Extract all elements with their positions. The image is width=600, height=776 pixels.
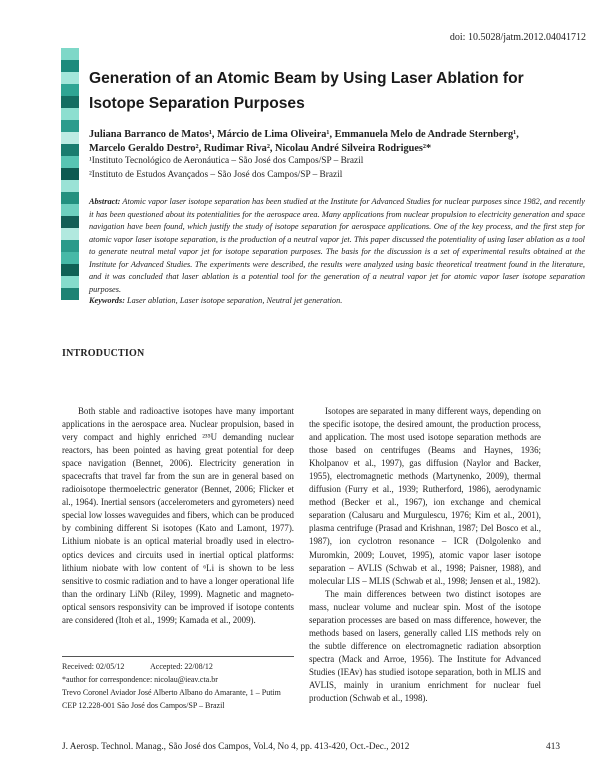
affiliation-1: ¹Instituto Tecnológico de Aeronáutica – São José dos Campos/SP – Brazil	[89, 156, 364, 166]
keywords-label: Keywords:	[89, 296, 125, 305]
stripe-segment	[61, 132, 79, 144]
authors-line: Juliana Barranco de Matos¹, Márcio de Lima Oliveira¹, Emmanuela Melo de Andrade Sternberg¹,	[89, 129, 519, 140]
stripe-segment	[61, 252, 79, 264]
stripe-segment	[61, 108, 79, 120]
stripe-segment	[61, 288, 79, 300]
stripe-segment	[61, 60, 79, 72]
address-line: Trevo Coronel Aviador José Alberto Albano do Amarante, 1 – Putim	[62, 688, 281, 697]
journal-citation: J. Aerosp. Technol. Manag., São José dos Campos, Vol.4, No 4, pp. 413-420, Oct.-Dec., 2012	[62, 742, 410, 752]
stripe-segment	[61, 276, 79, 288]
stripe-segment	[61, 240, 79, 252]
stripe-segment	[61, 144, 79, 156]
authors-line: Marcelo Geraldo Destro², Rudimar Riva², Nicolau André Silveira Rodrigues²*	[89, 142, 432, 154]
stripe-segment	[61, 72, 79, 84]
page-number: 413	[546, 742, 560, 752]
abstract	[89, 196, 585, 296]
footnote-divider	[62, 656, 294, 657]
left-column	[62, 405, 294, 627]
stripe-segment	[61, 192, 79, 204]
stripe-segment	[61, 264, 79, 276]
correspondence[interactable]: *author for correspondence: nicolau@ieav.cta.br	[62, 675, 218, 684]
stripe-segment	[61, 120, 79, 132]
stripe-segment	[61, 204, 79, 216]
keywords-text: Laser ablation, Laser isotope separation, Neutral jet generation.	[127, 296, 343, 305]
doi[interactable]: doi: 10.5028/jatm.2012.04041712	[449, 32, 586, 43]
stripe-segment	[61, 180, 79, 192]
right-column	[309, 405, 541, 705]
affiliation-2: ²Instituto de Estudos Avançados – São José dos Campos/SP – Brazil	[89, 170, 343, 180]
decorative-stripe	[61, 48, 79, 300]
accepted-date: Accepted: 22/08/12	[150, 662, 213, 671]
stripe-segment	[61, 96, 79, 108]
abstract-text: Atomic vapor laser isotope separation has been studied at the Institute for Advanced Studies for nuclear purposes since 1982, and recently it has been questioned about its potentialities for the aerospace area. Many applications from nuclear propulsion to electricity generation and space navigation have been found, which justify the study of isotope separation for aerospace applications. One of the key process, and the first step for atomic vapor laser isotope separation, is the production of a neutral vapor jet. This paper discussed the potentiality of using laser ablation as a tool to generate neutral metal vapor jet for isotope separation purposes. The basis for the discussion is a set of experimental results obtained at the Institute for Advanced Studies. The experiments were described, the results were analyzed using basic theoretical treatment found in the literature, and it was concluded that laser ablation is a potential tool for the generation of a neutral vapor jet for atomic vapor laser isotope separation purposes.	[89, 197, 585, 294]
dates	[62, 660, 302, 673]
received-date: Received: 02/05/12	[62, 662, 125, 671]
stripe-segment	[61, 156, 79, 168]
stripe-segment	[61, 168, 79, 180]
stripe-segment	[61, 84, 79, 96]
stripe-segment	[61, 216, 79, 228]
keywords	[89, 296, 342, 305]
abstract-label: Abstract:	[89, 197, 121, 206]
paragraph: Both stable and radioactive isotopes have many important applications in the aerospace area. Nuclear propulsion, based in very compact and highly enriched ²³⁵U demanding nuclear reactors, has been pointed as having great potential for deep space navigation (Bennet, 2006). Electricity generation in spacecrafts that travel far from the sun are in general based on radioisotope thermoelectric generator (Bennet, 2006; Flicker et al., 1964). Inertial sensors (accelerometers and gyrometers) need special low losses waveguides and fibers, which can be produced by combining different Si isotopes (Kato and Lamont, 1977). Lithium niobate is an optical material broadly used in electro-optics devices and circuits used in inertial optical platforms: lithium niobate with low content of ⁶Li is shown to be less sensitive to cosmic radiation and to have a longer operational life than the ordinary LiNb (Riley, 1999). Magnetic and magneto-optical sensors responsivity can be improved if isotope contents are considered (Itoh et al., 1999; Kamada et al., 2009).	[62, 406, 294, 625]
footnotes	[62, 660, 302, 712]
stripe-segment	[61, 48, 79, 60]
section-heading: INTRODUCTION	[62, 348, 145, 359]
address-line: CEP 12.228-001 São José dos Campos/SP – Brazil	[62, 701, 225, 710]
stripe-segment	[61, 228, 79, 240]
authors	[89, 128, 589, 155]
paragraph: Isotopes are separated in many different ways, depending on the specific isotope, the desired amount, the production process, and application. The most used isotope separation methods are those based on centrifuges (Beams and Haynes, 1936; Kholpanov et al., 1997), gas diffusion (Naylor and Backer, 1955), electromagnetic methods (Martynenko, 2009), thermal diffusion (Furry et al., 1939; Rutherford, 1986), aerodynamic method (Becker et al., 1967), ion exchange and chemical separation (Calusaru and Murgulescu, 1976; Kim et al., 2001), plasma centrifuge (Prasad and Krishnan, 1987; Del Bosco et al., 1987), ion cyclotron resonance – ICR (Dolgolenko and Muromkin, 2009; Louvet, 1995), atomic vapor laser isotope separation – AVLIS (Schwab et al., 1998; Paisner, 1988), and molecular LIS – MLIS (Schwab et al., 1998; Jensen et al., 1982).	[309, 406, 541, 586]
paragraph: The main differences between two distinct isotopes are mass, nuclear volume and nuclear spin. Most of the isotope separation processes are based on mass difference, however, the methods based on lasers, generally called LIS methods rely on the subtle difference on electromagnetic radiation absorption spectra (Mack and Arroe, 1956). The Institute for Advanced Studies (IEAv) has studied isotope separation, both in MLIS and AVLIS, mainly in uranium enrichment for nuclear fuel production (Schwab et al., 1998).	[309, 588, 541, 704]
paper-title: Generation of an Atomic Beam by Using Laser Ablation for Isotope Separation Purposes	[89, 70, 524, 112]
footer	[62, 742, 560, 752]
